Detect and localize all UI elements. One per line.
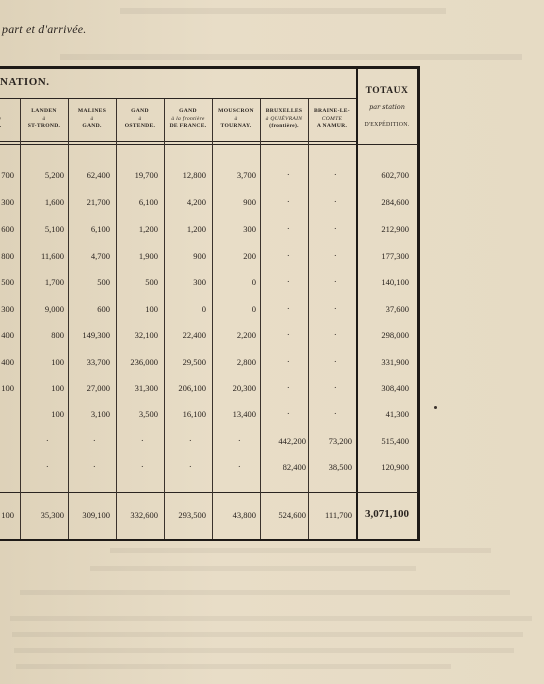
table-cell: 62,400	[86, 170, 110, 180]
column-total-cell: 111,700	[325, 510, 352, 520]
column-header-line: TOURNAY.	[220, 123, 252, 130]
column-header-line: à	[90, 115, 94, 122]
row-total-cell: 602,700	[381, 170, 409, 180]
column-header-line: DE FRANCE.	[169, 123, 207, 130]
table-cell: 5,200	[44, 170, 64, 180]
row-total-cell: 177,300	[381, 251, 409, 261]
column-header-line: GAND	[179, 108, 197, 114]
table-cell: 200	[243, 251, 256, 261]
table-cell: 3,100	[90, 409, 110, 419]
table-cell: 5,100	[44, 224, 64, 234]
empty-cell-dot: .	[46, 434, 49, 443]
table-cell: 0	[251, 304, 256, 314]
empty-cell-dot: .	[93, 460, 96, 469]
table-cell: 32,100	[134, 330, 158, 340]
column-divider	[212, 99, 213, 539]
empty-cell-dot: .	[287, 381, 290, 390]
column-header-line: GAND.	[82, 123, 102, 130]
table-cell: 0	[201, 304, 206, 314]
row-total-cell: 515,400	[381, 436, 409, 446]
table-cell: 29,500	[182, 357, 206, 367]
row-total-cell: 140,100	[381, 277, 409, 287]
ink-speck	[434, 406, 437, 409]
empty-cell-dot: .	[334, 222, 337, 231]
column-header-line: COMTE	[321, 115, 343, 122]
column-header-line: MOUSCRON	[218, 108, 254, 114]
table-cell: 21,700	[86, 197, 110, 207]
table-cell: 1,200	[138, 224, 158, 234]
row-total-cell: 41,300	[385, 409, 409, 419]
table-cell: 2,200	[236, 330, 256, 340]
table-cell: 300	[1, 197, 14, 207]
empty-cell-dot: .	[334, 407, 337, 416]
table-cell: 300	[193, 277, 206, 287]
empty-cell-dot: .	[334, 381, 337, 390]
table-cell: 100	[51, 409, 64, 419]
empty-cell-dot: .	[93, 434, 96, 443]
bleed-through-text	[60, 54, 522, 60]
empty-cell-dot: .	[287, 168, 290, 177]
table-cell: 500	[1, 277, 14, 287]
column-header-line: à la frontière	[171, 115, 205, 122]
empty-cell-dot: .	[334, 355, 337, 364]
table-cell: 1,900	[138, 251, 158, 261]
bleed-through-text	[20, 590, 510, 595]
empty-cell-dot: .	[287, 302, 290, 311]
column-divider	[164, 99, 165, 539]
column-header-line	[0, 116, 18, 124]
column-header-line: GAND	[131, 108, 149, 114]
table-cell: 0	[251, 277, 256, 287]
destination-heading: NATION.	[0, 76, 50, 88]
column-header-line: à	[138, 115, 142, 122]
empty-cell-dot: .	[46, 460, 49, 469]
empty-cell-dot: .	[334, 275, 337, 284]
column-header	[68, 108, 116, 131]
page-caption: part et d'arrivée.	[2, 22, 87, 36]
table-cell: 600	[97, 304, 110, 314]
table-cell: 800	[51, 330, 64, 340]
totals-subheading-2: D'EXPÉDITION.	[364, 122, 410, 128]
grand-total-cell: 3,071,100	[365, 508, 409, 520]
bleed-through-text	[110, 548, 491, 553]
row-total-cell: 120,900	[381, 462, 409, 472]
empty-cell-dot: .	[189, 434, 192, 443]
column-header	[116, 108, 164, 131]
table-cell: 19,700	[134, 170, 158, 180]
row-total-cell: 308,400	[381, 383, 409, 393]
table-cell: 4,700	[90, 251, 110, 261]
empty-cell-dot: .	[238, 434, 241, 443]
column-total-cell: 35,300	[40, 510, 64, 520]
column-header-line: OSTENDE.	[124, 123, 156, 130]
divider	[0, 98, 356, 99]
empty-cell-dot: .	[287, 328, 290, 337]
column-header	[260, 108, 308, 131]
table-cell: 442,200	[278, 436, 306, 446]
column-header-line: à QUIÉVRAIN	[265, 115, 303, 122]
empty-cell-dot: .	[141, 460, 144, 469]
totals-heading: TOTAUX	[365, 86, 409, 96]
table-cell: 600	[1, 224, 14, 234]
bleed-through-text	[12, 632, 523, 637]
table-cell: 149,300	[82, 330, 110, 340]
column-header-line: A NAMUR.	[316, 123, 348, 130]
empty-cell-dot: .	[334, 249, 337, 258]
table-cell: 3,500	[138, 409, 158, 419]
table-cell: 13,400	[232, 409, 256, 419]
column-total-cell: 100	[1, 510, 14, 520]
column-header-line: LANDEN	[31, 108, 57, 114]
row-total-cell: 212,900	[381, 224, 409, 234]
table-cell: 1,600	[44, 197, 64, 207]
table-cell: 2,800	[236, 357, 256, 367]
table-cell: 33,700	[86, 357, 110, 367]
bleed-through-text	[16, 664, 451, 669]
column-total-cell: 332,600	[130, 510, 158, 520]
column-header-line: BRUXELLES	[265, 108, 303, 114]
table-cell: 12,800	[182, 170, 206, 180]
table-cell: 500	[97, 277, 110, 287]
divider	[0, 492, 418, 493]
column-total-cell: 43,800	[232, 510, 256, 520]
column-header-line: ST-TROND.	[27, 123, 61, 130]
table-cell: 20,300	[232, 383, 256, 393]
empty-cell-dot: .	[287, 249, 290, 258]
table-cell: 300	[1, 304, 14, 314]
table-cell: 73,200	[328, 436, 352, 446]
column-header	[308, 108, 356, 131]
column-header-line: (frontière).	[269, 123, 299, 130]
table-cell: 11,600	[40, 251, 64, 261]
table-cell: 16,100	[182, 409, 206, 419]
table-cell: 400	[1, 357, 14, 367]
table-cell: 236,000	[130, 357, 158, 367]
column-total-cell: 293,500	[178, 510, 206, 520]
row-total-cell: 284,600	[381, 197, 409, 207]
column-header	[164, 108, 212, 131]
row-total-cell: 37,600	[385, 304, 409, 314]
column-divider	[116, 99, 117, 539]
column-divider	[68, 99, 69, 539]
table-cell: 6,100	[138, 197, 158, 207]
column-header-line	[0, 123, 18, 131]
table-cell: 700	[1, 170, 14, 180]
table-cell: 400	[1, 330, 14, 340]
column-header-line: BRAINE-LE-	[314, 108, 350, 114]
table-cell: 3,700	[236, 170, 256, 180]
table-cell: 82,400	[282, 462, 306, 472]
table-cell: 38,500	[328, 462, 352, 472]
empty-cell-dot: .	[189, 460, 192, 469]
divider	[0, 141, 356, 142]
column-divider	[260, 99, 261, 539]
table-cell: 9,000	[44, 304, 64, 314]
empty-cell-dot: .	[334, 195, 337, 204]
table-cell: 900	[243, 197, 256, 207]
totals-subheading: par station	[369, 103, 405, 111]
empty-cell-dot: .	[334, 168, 337, 177]
table-cell: 31,300	[134, 383, 158, 393]
empty-cell-dot: .	[287, 195, 290, 204]
empty-cell-dot: .	[141, 434, 144, 443]
empty-cell-dot: .	[287, 407, 290, 416]
table-cell: 900	[193, 251, 206, 261]
table-cell: 6,100	[90, 224, 110, 234]
table-cell: 100	[145, 304, 158, 314]
divider	[0, 144, 418, 145]
empty-cell-dot: .	[287, 355, 290, 364]
bleed-through-text	[90, 566, 416, 571]
table-cell: 100	[51, 357, 64, 367]
column-header	[0, 108, 18, 131]
empty-cell-dot: .	[334, 328, 337, 337]
row-total-cell: 331,900	[381, 357, 409, 367]
table-cell: 206,100	[178, 383, 206, 393]
table-cell: 100	[1, 383, 14, 393]
column-header-line	[0, 108, 18, 116]
column-header-line: à	[234, 115, 238, 122]
table-cell: 4,200	[186, 197, 206, 207]
column-header	[20, 108, 68, 131]
empty-cell-dot: .	[287, 222, 290, 231]
column-total-cell: 524,600	[278, 510, 306, 520]
column-header-line: à	[42, 115, 46, 122]
table-cell: 300	[243, 224, 256, 234]
column-header	[212, 108, 260, 131]
table-cell: 500	[145, 277, 158, 287]
bleed-through-text	[14, 648, 514, 653]
table-cell: 1,700	[44, 277, 64, 287]
table-cell: 100	[51, 383, 64, 393]
empty-cell-dot: .	[238, 460, 241, 469]
column-divider	[308, 99, 309, 539]
empty-cell-dot: .	[334, 302, 337, 311]
table-cell: 22,400	[182, 330, 206, 340]
row-total-cell: 298,000	[381, 330, 409, 340]
table-cell: 800	[1, 251, 14, 261]
bleed-through-text	[120, 8, 446, 14]
column-divider	[20, 99, 21, 539]
empty-cell-dot: .	[287, 275, 290, 284]
table-cell: 27,000	[86, 383, 110, 393]
table-cell: 1,200	[186, 224, 206, 234]
bleed-through-text	[10, 616, 532, 621]
column-total-cell: 309,100	[82, 510, 110, 520]
column-header-line: MALINES	[77, 108, 107, 114]
